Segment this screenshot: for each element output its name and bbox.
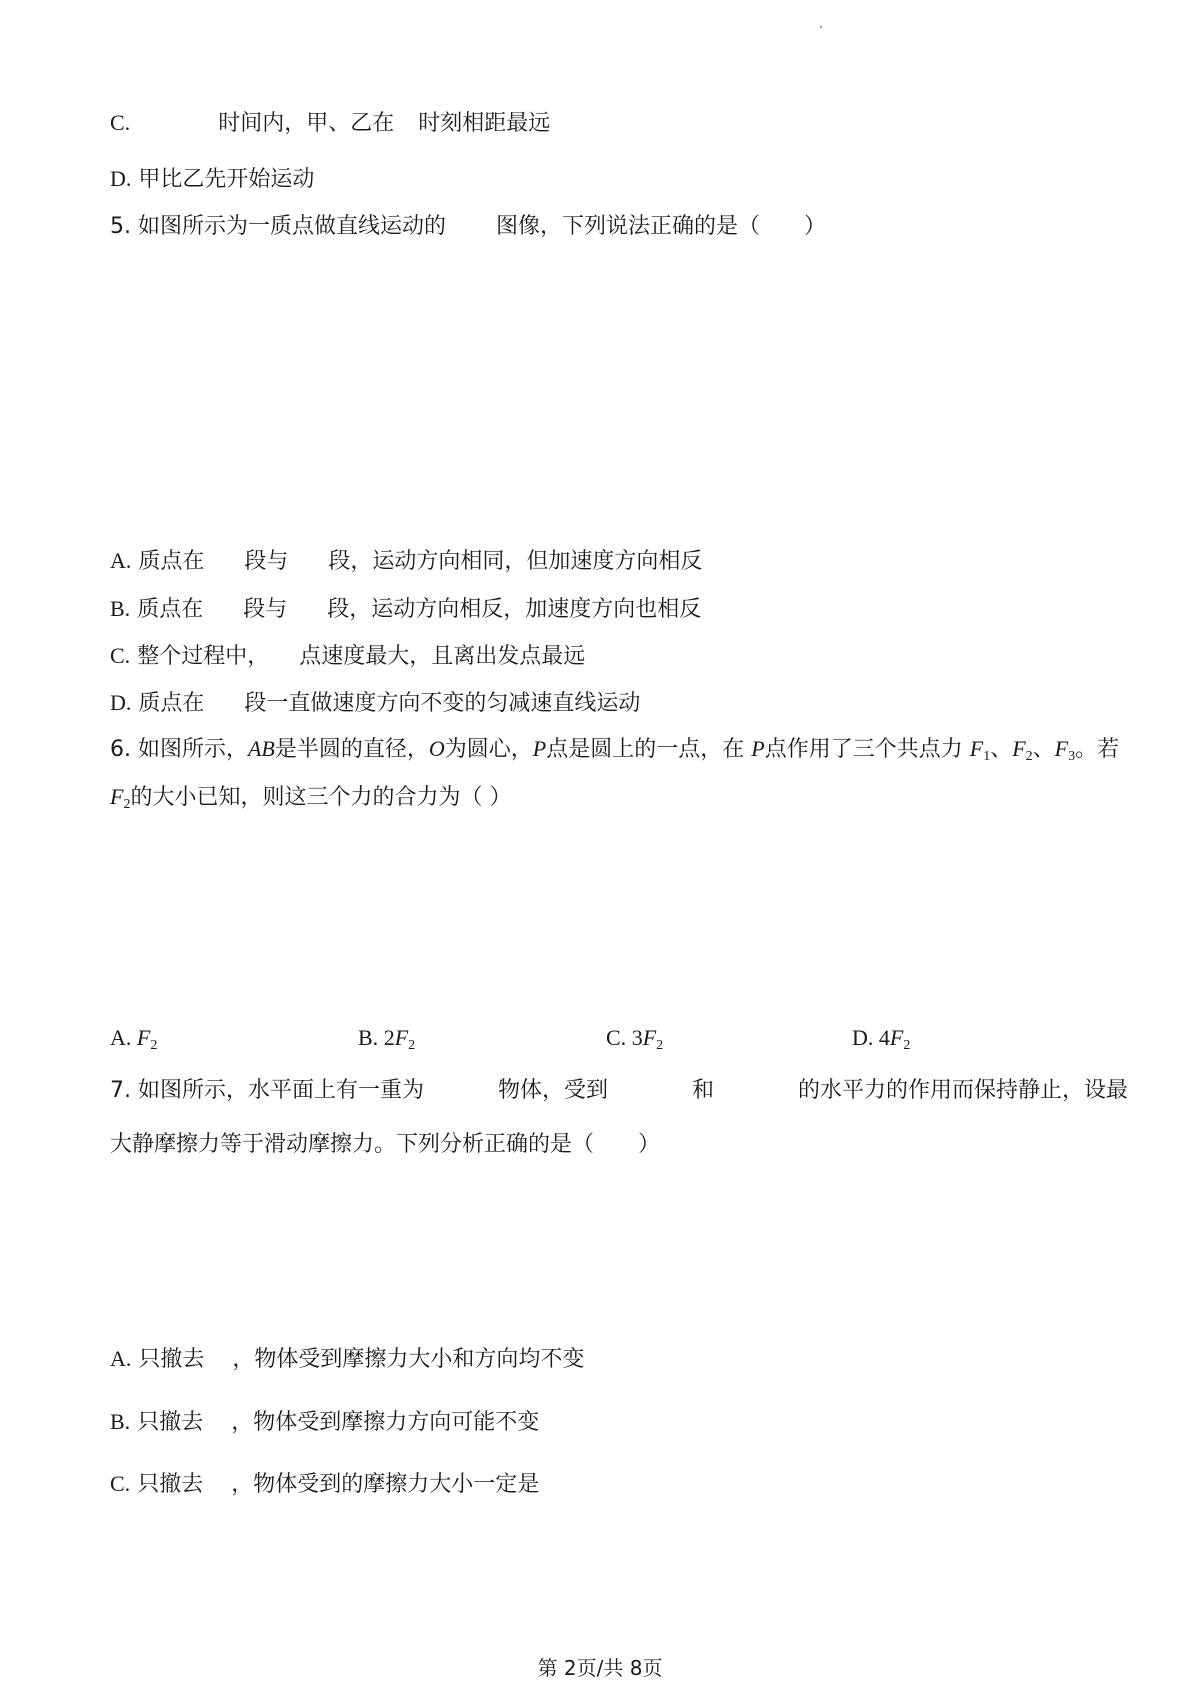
symbol-f: F xyxy=(394,1025,409,1050)
q5-option-a[interactable] xyxy=(110,546,702,577)
stem-text: 是半圆的直径， xyxy=(274,737,429,762)
option-text: 时间内，甲、乙在 xyxy=(218,111,395,136)
subscript: 2 xyxy=(150,1038,158,1053)
q6-stem-line2 xyxy=(110,782,511,820)
subscript: 2 xyxy=(903,1038,911,1053)
stem-text: 。若 xyxy=(1075,737,1120,762)
option-text: ，物体受到的摩擦力大小一定是 xyxy=(231,1472,540,1497)
option-letter: D. xyxy=(110,690,132,715)
q5-option-d[interactable] xyxy=(110,688,640,719)
q4-option-c[interactable] xyxy=(110,108,550,139)
option-letter: B. xyxy=(110,1409,131,1434)
q6-option-a[interactable] xyxy=(110,1023,157,1061)
option-letter: A. xyxy=(110,548,132,573)
subscript: 2 xyxy=(1025,749,1033,764)
option-letter: B. xyxy=(358,1025,379,1050)
q5-figure-area xyxy=(110,256,810,526)
option-text: 段与 xyxy=(243,597,288,622)
q7-stem-line1 xyxy=(110,1076,1128,1106)
coefficient: 3 xyxy=(631,1025,643,1050)
symbol-f: F xyxy=(1012,736,1026,761)
stem-text: 的水平力的作用而保持静止，设最 xyxy=(798,1078,1129,1103)
stem-text: 图像，下列说法正确的是（ ） xyxy=(496,214,827,239)
subscript: 1 xyxy=(983,749,991,764)
option-text: 只撤去 xyxy=(138,1347,205,1372)
option-text: 点速度最大，且离出发点最远 xyxy=(299,644,586,669)
symbol-f: F xyxy=(969,736,984,761)
symbol-ab: AB xyxy=(247,736,275,761)
scan-dot xyxy=(820,26,822,28)
q7-stem-line2 xyxy=(110,1130,660,1160)
q6-stem-line1 xyxy=(110,734,1119,772)
subscript: 2 xyxy=(408,1038,416,1053)
q6-option-c[interactable] xyxy=(606,1023,663,1061)
q7-option-c[interactable] xyxy=(110,1469,539,1500)
q5-option-c[interactable] xyxy=(110,641,585,672)
stem-text: 7. 如图所示，水平面上有一重为 xyxy=(110,1078,424,1103)
option-text: ，物体受到摩擦力大小和方向均不变 xyxy=(232,1347,585,1372)
separator: 、 xyxy=(990,737,1013,762)
option-letter: C. xyxy=(110,1471,131,1496)
option-text: 段，运动方向相同，但加速度方向相反 xyxy=(328,549,703,574)
coefficient: 4 xyxy=(878,1025,890,1050)
option-text: 段与 xyxy=(244,549,289,574)
stem-text: 点是圆上的一点，在 xyxy=(546,737,745,762)
symbol-o: O xyxy=(428,736,445,761)
option-letter: D. xyxy=(852,1025,874,1050)
q6-option-b[interactable] xyxy=(358,1023,415,1061)
page-footer: 第 2页/共 8页 xyxy=(537,1656,663,1680)
stem-text: 点作用了三个共点力 xyxy=(764,737,963,762)
stem-text: 的大小已知，则这三个力的合力为（ ） xyxy=(130,785,512,810)
option-text: 整个过程中， xyxy=(137,644,270,669)
stem-text: 物体，受到 xyxy=(497,1078,608,1103)
subscript: 2 xyxy=(656,1038,664,1053)
option-text: 只撤去 xyxy=(137,1410,204,1435)
option-letter: A. xyxy=(110,1025,132,1050)
option-text: 质点在 xyxy=(137,597,204,622)
stem-text: 5. 如图所示为一质点做直线运动的 xyxy=(110,214,446,239)
subscript: 2 xyxy=(123,797,131,812)
q6-option-d[interactable] xyxy=(852,1023,910,1061)
symbol-p: P xyxy=(532,736,547,761)
option-letter: A. xyxy=(110,1346,132,1371)
q7-figure-area xyxy=(110,1176,810,1326)
option-text: 段一直做速度方向不变的匀减速直线运动 xyxy=(244,691,641,716)
option-letter: C. xyxy=(110,110,131,135)
stem-text: 大静摩擦力等于滑动摩擦力。下列分析正确的是（ ） xyxy=(110,1132,661,1157)
q6-figure-area xyxy=(110,826,810,1006)
symbol-p: P xyxy=(751,736,765,761)
subscript: 3 xyxy=(1068,749,1076,764)
q4-option-d[interactable] xyxy=(110,164,314,195)
separator: 、 xyxy=(1032,737,1055,762)
option-text: ，物体受到摩擦力方向可能不变 xyxy=(231,1410,540,1435)
symbol-f: F xyxy=(889,1025,904,1050)
option-text: 时刻相距最远 xyxy=(418,111,551,136)
q7-option-a[interactable] xyxy=(110,1344,584,1375)
stem-text: 6. 如图所示， xyxy=(110,737,248,762)
q5-stem xyxy=(110,212,826,242)
option-letter: C. xyxy=(110,643,131,668)
option-letter: B. xyxy=(110,596,131,621)
option-text: 只撤去 xyxy=(137,1472,204,1497)
q5-option-b[interactable] xyxy=(110,594,701,625)
option-letter: C. xyxy=(606,1025,627,1050)
symbol-f: F xyxy=(1054,736,1069,761)
option-letter: D. xyxy=(110,166,132,191)
option-text: 段，运动方向相反，加速度方向也相反 xyxy=(327,597,702,622)
stem-text: 为圆心， xyxy=(444,737,533,762)
stem-text: 和 xyxy=(692,1078,715,1103)
symbol-f: F xyxy=(136,1025,151,1050)
option-text: 甲比乙先开始运动 xyxy=(138,167,315,192)
option-text: 质点在 xyxy=(138,691,205,716)
symbol-f: F xyxy=(110,784,124,809)
q7-option-b[interactable] xyxy=(110,1407,539,1438)
coefficient: 2 xyxy=(383,1025,395,1050)
option-text: 质点在 xyxy=(138,549,205,574)
symbol-f: F xyxy=(642,1025,657,1050)
